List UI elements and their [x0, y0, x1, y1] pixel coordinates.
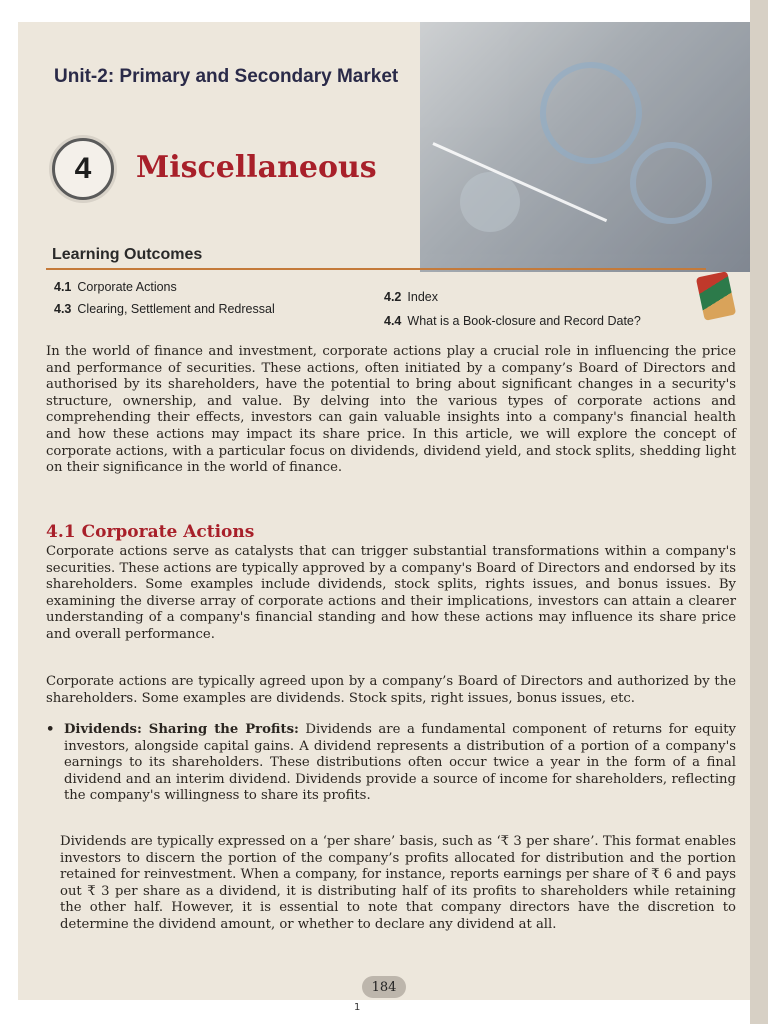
outcome-number: 4.1 [54, 280, 72, 294]
outcome-item [384, 314, 641, 328]
gear-icon [460, 172, 520, 232]
intro-paragraph: In the world of finance and investment, corporate actions play a crucial role in influencing the price and performance of securities. These actions, often initiated by a company’s Board of Directors and authorised by its shareholders, have the potential to bring about significant changes in a security's structure, ownership, and value. By delving into the various types of corporate actions and comprehending their effects, investors can gain valuable insights into a company's financial health and how these actions may impact its share price. In this article, we will explore the concept of corporate actions, with a particular focus on dividends, dividend yield, and stock splits, shedding light on their significance in the world of finance. [46, 344, 736, 476]
header-illustration [420, 22, 750, 272]
outcome-item [384, 290, 438, 304]
unit-title: Unit-2: Primary and Secondary Market [54, 66, 399, 87]
section-paragraph: Corporate actions are typically agreed upon by a company’s Board of Directors and authorized by the shareholders. Some examples are dividends. Stock spits, right issues, bonus issues, etc. [46, 674, 736, 706]
footer-mark: 1 [354, 1002, 361, 1013]
outcome-number: 4.3 [54, 302, 72, 316]
outcome-label: What is a Book-closure and Record Date? [407, 314, 641, 328]
chapter-title: Miscellaneous [136, 150, 377, 185]
outcome-item [54, 302, 275, 316]
outcome-label: Corporate Actions [77, 280, 177, 294]
section-number: 4.1 [46, 522, 76, 542]
chapter-number: 4 [52, 138, 114, 200]
bullet-text: Dividends are a fundamental component of returns for equity investors, alongside capital gains. A dividend represents a distribution of a portion of a company's earnings to its shareholders. These distributions often occur twice a year in the form of a final dividend and an interim dividend. Dividends provide a source of income for shareholders, reflecting the company's willingness to share its profits. [64, 722, 736, 804]
outcome-number: 4.2 [384, 290, 402, 304]
dividends-bullet [46, 722, 736, 805]
outcome-number: 4.4 [384, 314, 402, 328]
section-title: Corporate Actions [81, 522, 255, 542]
outcome-label: Index [407, 290, 438, 304]
book-badge-icon [696, 271, 736, 321]
magnifier-icon [630, 142, 712, 224]
learning-outcomes-heading: Learning Outcomes [52, 246, 203, 263]
outcome-item [54, 280, 177, 294]
page-edge [750, 0, 768, 1024]
section-paragraph: Corporate actions serve as catalysts that can trigger substantial transformations within a company's securities. These actions are typically approved by a company's Board of Directors and endorsed by its shareholders. Some examples include dividends, stock splits, rights issues, and bonus issues. By examining the diverse array of corporate actions and their implications, investors can attain a clearer understanding of a company's financial standing and how these actions may influence its share price and overall performance. [46, 544, 736, 642]
section-heading [46, 522, 254, 542]
bullet-title: Dividends: Sharing the Profits: [64, 722, 299, 737]
outcome-label: Clearing, Settlement and Redressal [77, 302, 275, 316]
bullet-icon: • [46, 722, 55, 737]
textbook-page [18, 22, 750, 1000]
divider [46, 268, 706, 270]
dividends-paragraph: Dividends are typically expressed on a ‘per share’ basis, such as ‘₹ 3 per share’. This format enables investors to discern the portion of the company’s profits allocated for distribution and the portion retained for reinvestment. When a company, for instance, reports earnings per share of ₹ 6 and pays out ₹ 3 per share as a dividend, it is distributing half of its profits to shareholders while retaining the other half. However, it is essential to note that company directors have the discretion to determine the dividend amount, or whether to declare any dividend at all. [60, 834, 736, 932]
globe-icon [540, 62, 642, 164]
page-number: 184 [362, 976, 406, 998]
